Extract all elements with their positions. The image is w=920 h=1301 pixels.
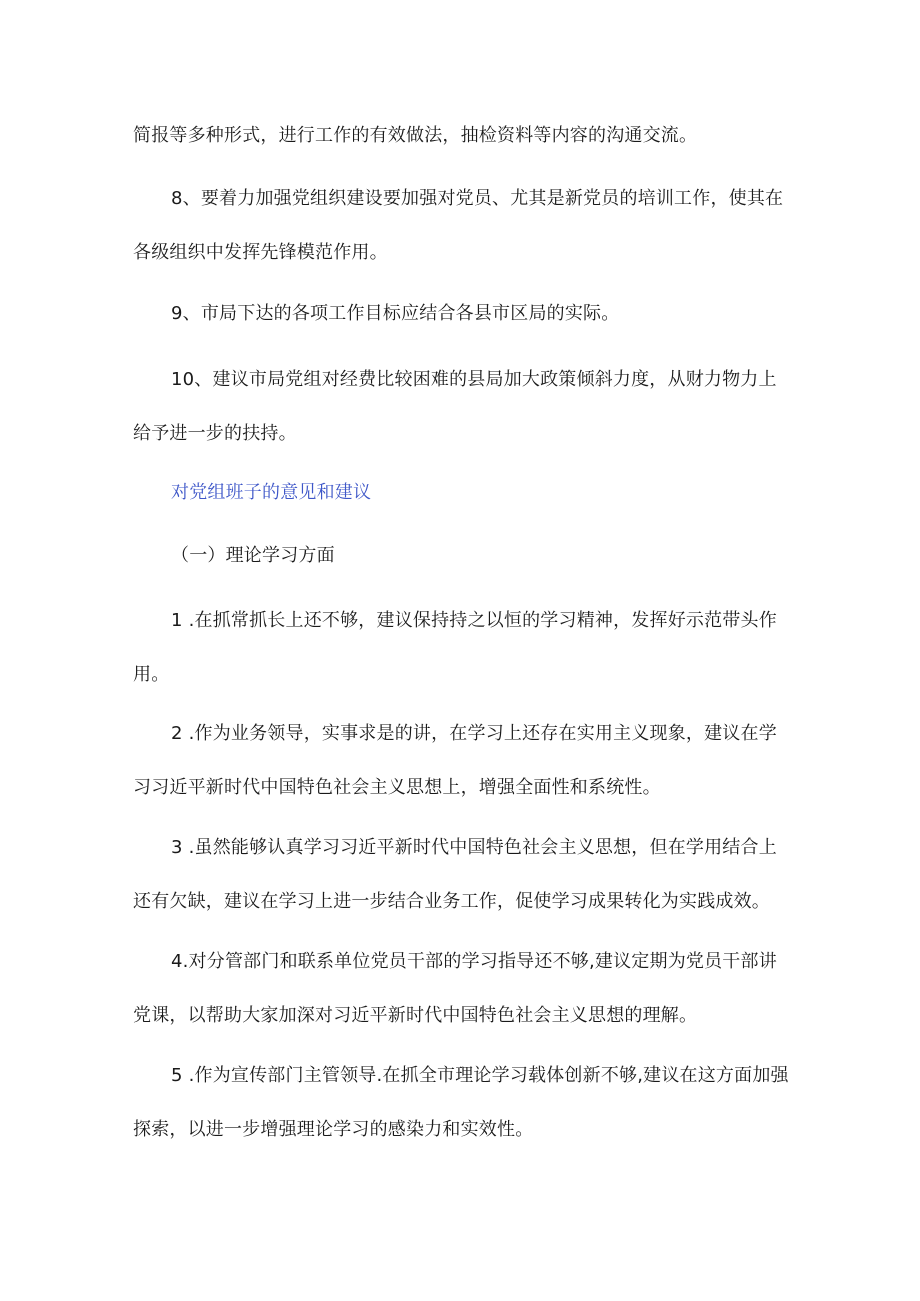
- paragraph-item-10: 10、建议市局党组对经费比较困难的县局加大政策倾斜力度，从财力物力上给予进一步的扶持。: [133, 369, 777, 444]
- paragraph-study-4: 4.对分管部门和联系单位党员干部的学习指导还不够,建议定期为党员干部讲党课，以帮助大家加深对习近平新时代中国特色社会主义思想的理解。: [133, 951, 777, 1026]
- paragraph-study-1: 1 .在抓常抓长上还不够，建议保持持之以恒的学习精神，发挥好示范带头作用。: [133, 610, 777, 685]
- paragraph-study-3: 3 .虽然能够认真学习习近平新时代中国特色社会主义思想，但在学用结合上还有欠缺，建议在学习上进一步结合业务工作，促使学习成果转化为实践成效。: [133, 837, 777, 912]
- paragraph-study-5: 5 .作为宣传部门主管领导.在抓全市理论学习载体创新不够,建议在这方面加强探索，以进一步增强理论学习的感染力和实效性。: [133, 1065, 789, 1140]
- subsection-heading: （一）理论学习方面: [171, 545, 335, 566]
- paragraph-item-9: 9、市局下达的各项工作目标应结合各县市区局的实际。: [171, 303, 620, 324]
- paragraph-study-2: 2 .作为业务领导，实事求是的讲，在学习上还存在实用主义现象，建议在学习习近平新时代中国特色社会主义思想上，增强全面性和系统性。: [133, 723, 777, 798]
- paragraph-item-8: 8、要着力加强党组织建设要加强对党员、尤其是新党员的培训工作，使其在各级组织中发挥先锋模范作用。: [133, 188, 784, 263]
- paragraph-intro-continuation: 简报等多种形式，进行工作的有效做法，抽检资料等内容的沟通交流。: [133, 125, 698, 146]
- section-heading: 对党组班子的意见和建议: [171, 482, 372, 503]
